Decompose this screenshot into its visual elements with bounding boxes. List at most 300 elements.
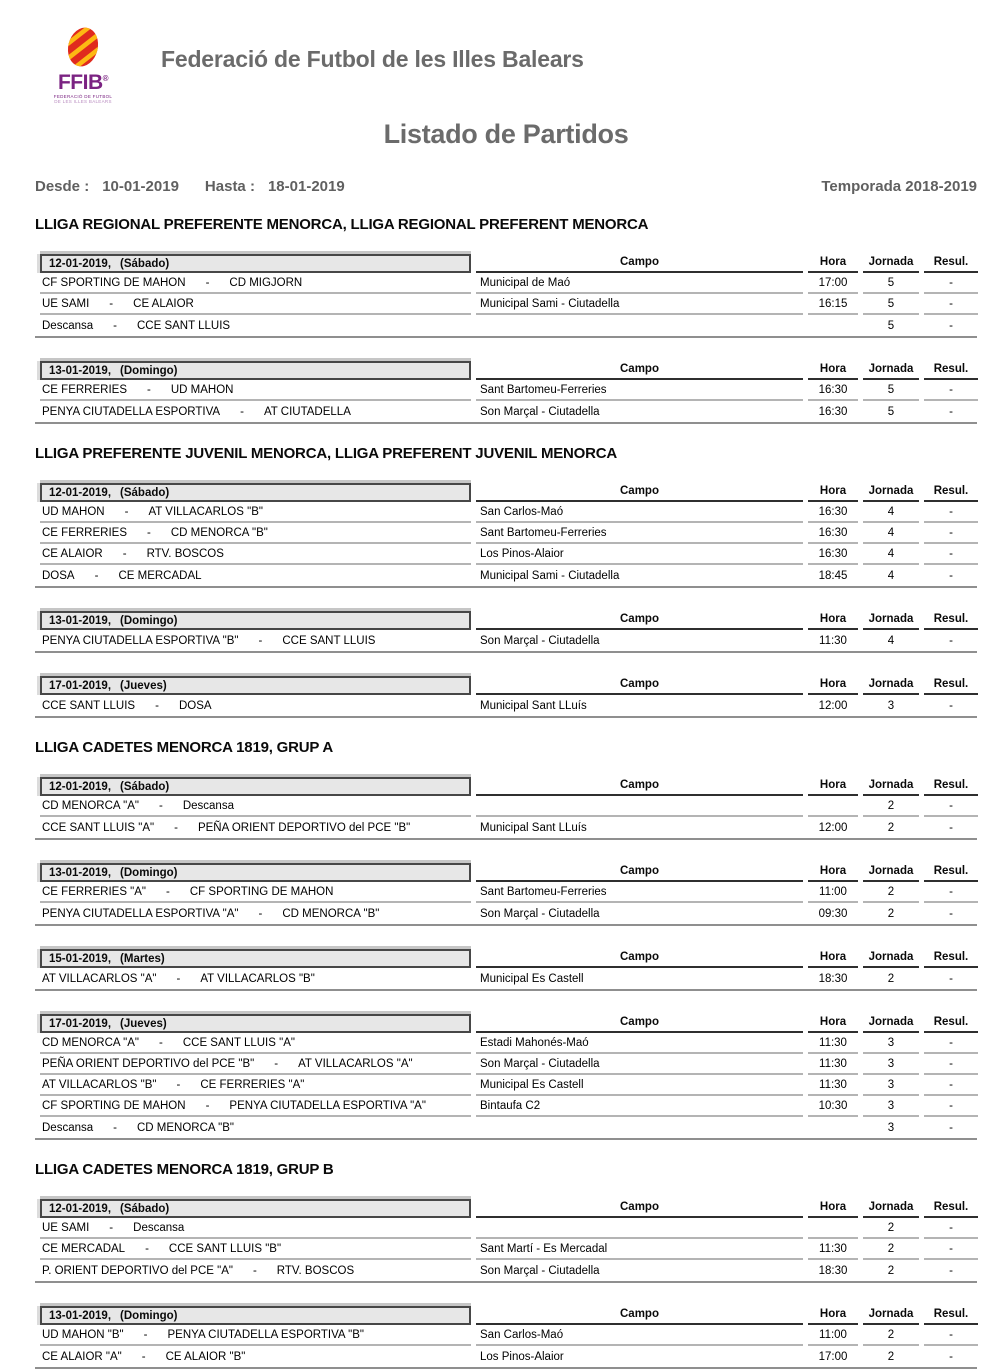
match-row <box>40 1033 978 1054</box>
league-title: LLIGA PREFERENTE JUVENIL MENORCA, LLIGA PREFERENT JUVENIL MENORCA <box>35 445 618 462</box>
campo-cell: Estadi Mahonés-Maó <box>476 1033 803 1054</box>
date-header-box <box>40 611 471 630</box>
home-team: P. ORIENT DEPORTIVO del PCE "A" <box>42 1264 233 1277</box>
home-team: PENYA CIUTADELLA ESPORTIVA <box>42 405 221 418</box>
home-team: AT VILLACARLOS "B" <box>42 1078 157 1091</box>
vs-separator: - <box>158 1036 163 1049</box>
away-team: Descansa <box>133 1221 185 1234</box>
jornada-cell: 3 <box>863 1096 919 1117</box>
hora-cell: 11:00 <box>808 882 858 903</box>
column-header-jornada: Jornada <box>863 1303 919 1325</box>
column-header-jornada: Jornada <box>863 673 919 695</box>
league-section <box>35 1161 977 1369</box>
match-date: 12-01-2019, <box>49 1203 112 1215</box>
resul-cell: - <box>949 972 953 985</box>
resul-cell: - <box>949 1264 953 1277</box>
hora-cell: 12:00 <box>818 821 848 834</box>
date-range <box>35 178 345 195</box>
column-header-campo: Campo <box>476 860 803 882</box>
campo-cell: Sant Bartomeu-Ferreries <box>476 523 803 544</box>
sections-container <box>35 216 977 1369</box>
resul-cell: - <box>949 1350 953 1363</box>
vs-separator: - <box>205 276 210 289</box>
jornada-cell: 2 <box>863 882 919 903</box>
away-team: RTV. BOSCOS <box>146 547 224 560</box>
column-header-jornada: Jornada <box>863 480 919 502</box>
match-teams-cell <box>40 1239 471 1260</box>
hora-cell: 18:30 <box>818 972 848 985</box>
match-table <box>35 1303 977 1369</box>
resul-cell: - <box>924 380 978 401</box>
date-range-row <box>35 178 977 195</box>
hora-cell: 11:30 <box>808 1054 858 1075</box>
ffib-logo <box>35 22 131 104</box>
match-teams-cell <box>40 903 471 924</box>
away-team: CE ALAIOR "B" <box>165 1350 246 1363</box>
campo-cell: Son Marçal - Ciutadella <box>480 405 600 418</box>
column-header-hora: Hora <box>808 774 858 796</box>
column-header-resul: Resul. <box>924 1303 978 1325</box>
date-header-cell <box>40 608 471 630</box>
campo-cell <box>476 1117 803 1138</box>
match-teams-cell <box>40 1033 471 1054</box>
logo-caption-line1: FEDERACIÓ DE FUTBOL <box>53 94 113 99</box>
hora-cell <box>808 796 858 817</box>
match-row <box>40 1239 978 1260</box>
match-date: 17-01-2019, <box>49 680 112 692</box>
match-teams-cell <box>40 544 471 565</box>
column-header-campo: Campo <box>476 480 803 502</box>
hora-cell: 17:00 <box>808 273 858 294</box>
resul-cell: - <box>949 405 953 418</box>
match-row <box>40 315 978 336</box>
match-row <box>40 630 978 651</box>
match-teams-cell <box>40 523 471 544</box>
match-row <box>40 1117 978 1138</box>
campo-cell: Municipal Es Castell <box>480 972 584 985</box>
away-team: Descansa <box>182 799 234 812</box>
resul-cell: - <box>924 1325 978 1346</box>
match-row <box>40 1096 978 1117</box>
column-header-campo: Campo <box>476 673 803 695</box>
match-day: (Jueves) <box>120 680 167 692</box>
match-day: (Martes) <box>120 953 165 965</box>
match-teams-cell <box>40 968 471 989</box>
hora-cell: 11:30 <box>808 1075 858 1096</box>
column-header-resul: Resul. <box>924 774 978 796</box>
away-team: CE FERRERIES "A" <box>200 1078 305 1091</box>
column-header-jornada: Jornada <box>863 774 919 796</box>
match-teams-cell <box>40 1054 471 1075</box>
match-teams-cell <box>40 1117 471 1138</box>
column-header-campo: Campo <box>476 1196 803 1218</box>
home-team: PENYA CIUTADELLA ESPORTIVA "B" <box>42 634 239 647</box>
campo-cell <box>476 796 803 817</box>
jornada-cell: 4 <box>887 569 895 582</box>
away-team: AT VILLACARLOS "B" <box>200 972 315 985</box>
date-header-box <box>40 676 471 695</box>
home-team: CCE SANT LLUIS "A" <box>42 821 155 834</box>
home-team: AT VILLACARLOS "A" <box>42 972 157 985</box>
match-date: 13-01-2019, <box>49 867 112 879</box>
match-teams-cell <box>40 630 471 651</box>
hora-cell: 17:00 <box>818 1350 848 1363</box>
column-header-jornada: Jornada <box>863 946 919 968</box>
date-header-box <box>40 949 471 968</box>
campo-cell: Sant Bartomeu-Ferreries <box>476 882 803 903</box>
resul-cell: - <box>949 319 953 332</box>
home-team: CD MENORCA "A" <box>42 1036 139 1049</box>
vs-separator: - <box>143 1328 148 1341</box>
match-day: (Domingo) <box>120 867 178 879</box>
league-tables <box>35 1196 977 1369</box>
vs-separator: - <box>113 319 117 332</box>
home-team: DOSA <box>42 569 75 582</box>
from-date: 10-01-2019 <box>102 178 179 195</box>
away-team: AT CIUTADELLA <box>263 405 351 418</box>
match-row <box>40 294 978 315</box>
hora-cell: 16:30 <box>808 502 858 523</box>
league-tables <box>35 480 977 718</box>
date-header-box <box>40 1306 471 1325</box>
hora-cell: 10:30 <box>808 1096 858 1117</box>
resul-cell: - <box>949 1121 953 1134</box>
hora-cell: 16:30 <box>808 523 858 544</box>
match-row <box>40 565 978 586</box>
match-day: (Domingo) <box>120 615 178 627</box>
home-team: CF SPORTING DE MAHON <box>42 276 186 289</box>
resul-cell: - <box>924 1075 978 1096</box>
match-date: 12-01-2019, <box>49 258 112 270</box>
vs-separator: - <box>141 1350 146 1363</box>
away-team: DOSA <box>178 699 212 712</box>
resul-cell: - <box>924 502 978 523</box>
home-team: PENYA CIUTADELLA ESPORTIVA "A" <box>42 907 239 920</box>
vs-separator: - <box>94 569 99 582</box>
jornada-cell: 5 <box>863 273 919 294</box>
home-team: UD MAHON <box>42 505 105 518</box>
campo-cell: Los Pinos-Alaior <box>480 1350 564 1363</box>
away-team: CD MENORCA "B" <box>136 1121 234 1134</box>
jornada-cell: 2 <box>887 972 895 985</box>
away-team: RTV. BOSCOS <box>276 1264 355 1277</box>
jornada-cell: 2 <box>887 1264 895 1277</box>
home-team: CE MERCADAL <box>42 1242 126 1255</box>
match-table <box>35 946 977 991</box>
away-team: CCE SANT LLUIS <box>282 634 376 647</box>
campo-cell: Bintaufa C2 <box>476 1096 803 1117</box>
column-header-hora: Hora <box>808 860 858 882</box>
home-team: UD MAHON "B" <box>42 1328 124 1341</box>
away-team: CE ALAIOR <box>133 297 194 310</box>
column-header-jornada: Jornada <box>863 1196 919 1218</box>
vs-separator: - <box>258 907 263 920</box>
home-team: CCE SANT LLUIS <box>42 699 136 712</box>
away-team: PENYA CIUTADELLA ESPORTIVA "B" <box>167 1328 364 1341</box>
match-teams-cell <box>40 1346 471 1367</box>
jornada-cell: 2 <box>863 1239 919 1260</box>
date-header-cell <box>40 480 471 502</box>
home-team: PEÑA ORIENT DEPORTIVO del PCE "B" <box>42 1057 255 1070</box>
jornada-cell: 4 <box>863 544 919 565</box>
vs-separator: - <box>122 547 127 560</box>
match-teams-cell <box>40 1260 471 1281</box>
resul-cell: - <box>924 1033 978 1054</box>
match-row <box>40 817 978 838</box>
date-header-box <box>40 254 471 273</box>
vs-separator: - <box>176 972 181 985</box>
resul-cell: - <box>949 821 953 834</box>
campo-cell: Municipal Sami - Ciutadella <box>476 294 803 315</box>
jornada-cell: 2 <box>887 907 895 920</box>
home-team: CF SPORTING DE MAHON <box>42 1099 186 1112</box>
vs-separator: - <box>124 505 129 518</box>
column-header-jornada: Jornada <box>863 1011 919 1033</box>
resul-cell: - <box>924 1218 978 1239</box>
match-date: 12-01-2019, <box>49 487 112 499</box>
away-team: PEÑA ORIENT DEPORTIVO del PCE "B" <box>197 821 411 834</box>
match-row <box>40 1346 978 1367</box>
match-row <box>40 695 978 716</box>
jornada-cell: 3 <box>887 1121 895 1134</box>
column-header-hora: Hora <box>808 251 858 273</box>
resul-cell: - <box>924 523 978 544</box>
date-header-cell <box>40 1303 471 1325</box>
away-team: CCE SANT LLUIS "A" <box>182 1036 295 1049</box>
match-row <box>40 882 978 903</box>
away-team: AT VILLACARLOS "B" <box>148 505 263 518</box>
column-header-hora: Hora <box>808 358 858 380</box>
date-header-cell <box>40 251 471 273</box>
date-header-box <box>40 1199 471 1218</box>
hora-cell: 11:30 <box>808 1033 858 1054</box>
column-header-hora: Hora <box>808 608 858 630</box>
date-header-box <box>40 777 471 796</box>
match-teams-cell <box>40 502 471 523</box>
match-date: 13-01-2019, <box>49 365 112 377</box>
campo-cell: Sant Martí - Es Mercadal <box>476 1239 803 1260</box>
vs-separator: - <box>252 1264 257 1277</box>
column-header-hora: Hora <box>808 673 858 695</box>
match-day: (Jueves) <box>120 1018 167 1030</box>
jornada-cell: 3 <box>863 1075 919 1096</box>
match-teams-cell <box>40 1075 471 1096</box>
column-header-campo: Campo <box>476 1011 803 1033</box>
hora-cell: 11:30 <box>808 1239 858 1260</box>
match-row <box>40 523 978 544</box>
match-table <box>35 860 977 926</box>
match-row <box>40 401 978 422</box>
date-header-cell <box>40 860 471 882</box>
resul-cell: - <box>924 544 978 565</box>
from-label: Desde : <box>35 178 90 195</box>
home-team: Descansa <box>42 319 94 332</box>
resul-cell: - <box>949 634 953 647</box>
campo-cell: Municipal Sant LLuís <box>480 821 587 834</box>
column-header-resul: Resul. <box>924 480 978 502</box>
match-day: (Sábado) <box>120 1203 170 1215</box>
column-header-campo: Campo <box>476 774 803 796</box>
match-teams-cell <box>40 882 471 903</box>
vs-separator: - <box>155 699 159 712</box>
jornada-cell: 2 <box>887 1350 895 1363</box>
match-row <box>40 1260 978 1281</box>
match-teams-cell <box>40 315 471 336</box>
campo-cell: Municipal de Maó <box>476 273 803 294</box>
away-team: AT VILLACARLOS "A" <box>298 1057 413 1070</box>
campo-cell: Municipal Sami - Ciutadella <box>480 569 620 582</box>
jornada-cell: 4 <box>863 502 919 523</box>
logo-caption-line2: DE LES ILLES BALEARS <box>54 98 112 104</box>
jornada-cell: 3 <box>887 699 895 712</box>
match-table <box>35 1011 977 1140</box>
match-teams-cell <box>40 1325 471 1346</box>
match-teams-cell <box>40 380 471 401</box>
page-title: Listado de Partidos <box>383 119 629 149</box>
hora-cell: 11:00 <box>808 1325 858 1346</box>
match-table <box>35 1196 977 1283</box>
away-team: CE MERCADAL <box>118 569 202 582</box>
date-header-cell <box>40 358 471 380</box>
vs-separator: - <box>147 526 151 539</box>
jornada-cell: 2 <box>863 796 919 817</box>
column-header-resul: Resul. <box>924 860 978 882</box>
vs-separator: - <box>113 1121 117 1134</box>
match-teams-cell <box>40 401 471 422</box>
organization-title: Federació de Futbol de les Illes Balears <box>161 46 584 72</box>
jornada-cell: 2 <box>863 1325 919 1346</box>
page-header <box>35 22 977 110</box>
column-header-jornada: Jornada <box>863 358 919 380</box>
home-team: CE FERRERIES <box>42 383 127 396</box>
column-header-resul: Resul. <box>924 1196 978 1218</box>
date-header-box <box>40 1014 471 1033</box>
match-teams-cell <box>40 1218 471 1239</box>
vs-separator: - <box>158 799 163 812</box>
away-team: CD MENORCA "B" <box>282 907 380 920</box>
resul-cell: - <box>949 569 953 582</box>
season-label: Temporada 2018-2019 <box>821 178 977 195</box>
home-team: Descansa <box>42 1121 94 1134</box>
match-teams-cell <box>40 1096 471 1117</box>
vs-separator: - <box>147 383 151 396</box>
column-header-campo: Campo <box>476 358 803 380</box>
match-date: 13-01-2019, <box>49 1310 112 1322</box>
jornada-cell: 3 <box>863 1054 919 1075</box>
hora-cell: 09:30 <box>818 907 848 920</box>
column-header-resul: Resul. <box>924 673 978 695</box>
vs-separator: - <box>174 821 178 834</box>
hora-cell: 11:30 <box>819 634 847 647</box>
hora-cell <box>808 1117 858 1138</box>
ffib-wordmark: FFIB® <box>57 71 109 94</box>
vs-separator: - <box>166 885 170 898</box>
resul-cell: - <box>924 796 978 817</box>
column-header-hora: Hora <box>808 480 858 502</box>
home-team: CE ALAIOR "A" <box>42 1350 122 1363</box>
away-team: CF SPORTING DE MAHON <box>189 885 334 898</box>
column-header-campo: Campo <box>476 1303 803 1325</box>
campo-cell: Son Marçal - Ciutadella <box>480 1264 600 1277</box>
match-date: 13-01-2019, <box>49 615 112 627</box>
jornada-cell: 3 <box>863 1033 919 1054</box>
away-team: PENYA CIUTADELLA ESPORTIVA "A" <box>229 1099 426 1112</box>
match-table <box>35 673 977 718</box>
column-header-resul: Resul. <box>924 946 978 968</box>
column-header-resul: Resul. <box>924 358 978 380</box>
match-row <box>40 796 978 817</box>
match-row <box>40 968 978 989</box>
ffib-ball-icon <box>56 22 110 72</box>
home-team: CD MENORCA "A" <box>42 799 139 812</box>
column-header-hora: Hora <box>808 946 858 968</box>
hora-cell <box>808 1218 858 1239</box>
date-header-cell <box>40 1011 471 1033</box>
column-header-hora: Hora <box>808 1011 858 1033</box>
campo-cell <box>476 315 803 336</box>
match-teams-cell <box>40 817 471 838</box>
home-team: UE SAMI <box>42 1221 90 1234</box>
resul-cell: - <box>924 1096 978 1117</box>
resul-cell: - <box>924 882 978 903</box>
resul-cell: - <box>949 699 953 712</box>
to-label: Hasta : <box>204 178 255 195</box>
match-date: 17-01-2019, <box>49 1018 112 1030</box>
home-team: CE ALAIOR <box>42 547 103 560</box>
vs-separator: - <box>240 405 244 418</box>
jornada-cell: 4 <box>863 523 919 544</box>
jornada-cell: 5 <box>887 319 895 332</box>
match-date: 15-01-2019, <box>49 953 112 965</box>
resul-cell: - <box>924 294 978 315</box>
match-row <box>40 1218 978 1239</box>
match-row <box>40 903 978 924</box>
date-header-cell <box>40 946 471 968</box>
column-header-jornada: Jornada <box>863 608 919 630</box>
vs-separator: - <box>176 1078 181 1091</box>
campo-cell: Son Marçal - Ciutadella <box>480 907 600 920</box>
match-teams-cell <box>40 796 471 817</box>
campo-cell: Municipal Sant LLuís <box>480 699 587 712</box>
campo-cell: Sant Bartomeu-Ferreries <box>476 380 803 401</box>
jornada-cell: 5 <box>863 294 919 315</box>
resul-cell: - <box>924 1054 978 1075</box>
campo-cell <box>476 1218 803 1239</box>
campo-cell: San Carlos-Maó <box>476 1325 803 1346</box>
match-day: (Domingo) <box>120 365 178 377</box>
jornada-cell: 2 <box>887 821 895 834</box>
date-header-box <box>40 361 471 380</box>
hora-cell: 18:45 <box>818 569 848 582</box>
match-table <box>35 480 977 588</box>
match-teams-cell <box>40 695 471 716</box>
match-teams-cell <box>40 565 471 586</box>
campo-cell: Los Pinos-Alaior <box>476 544 803 565</box>
match-row <box>40 380 978 401</box>
column-header-campo: Campo <box>476 946 803 968</box>
date-header-cell <box>40 774 471 796</box>
campo-cell: Son Marçal - Ciutadella <box>480 634 600 647</box>
away-team: CD MENORCA "B" <box>170 526 268 539</box>
date-header-cell <box>40 673 471 695</box>
league-section <box>35 445 977 718</box>
match-row <box>40 273 978 294</box>
match-row <box>40 1075 978 1096</box>
registered-mark: ® <box>102 74 109 83</box>
jornada-cell: 5 <box>887 405 895 418</box>
match-table <box>35 608 977 653</box>
match-row <box>40 1054 978 1075</box>
